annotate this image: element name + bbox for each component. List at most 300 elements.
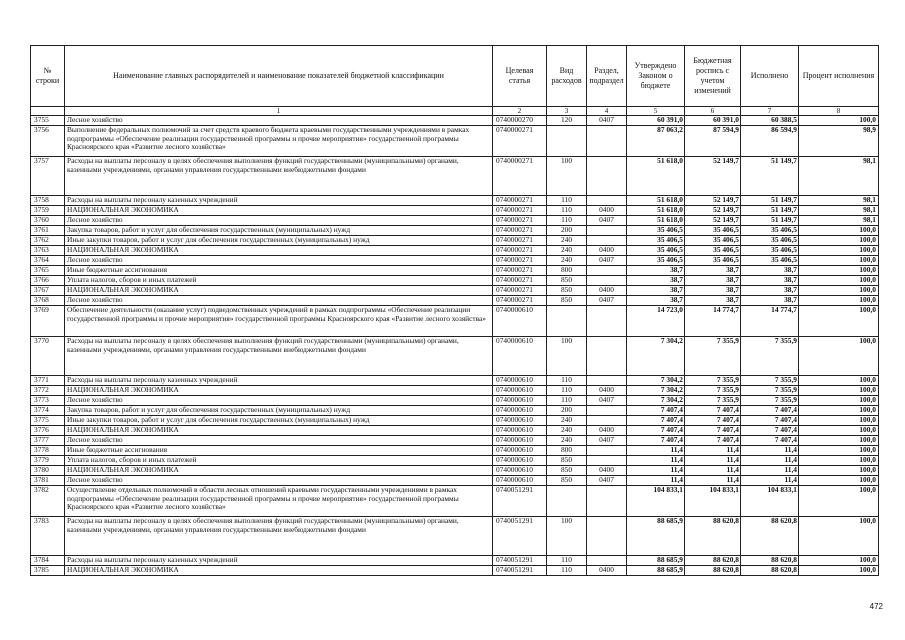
table-row	[31, 416, 879, 426]
table-row	[31, 446, 879, 456]
percent-cell: 98,1	[799, 216, 879, 226]
index-cell: 4	[587, 107, 627, 116]
table-body	[31, 116, 879, 576]
executed-amount-cell: 7 355,9	[741, 376, 799, 386]
percent-cell: 100,0	[799, 266, 879, 276]
approved-amount-cell: 11,4	[627, 476, 685, 486]
row-number-cell: 3760	[31, 216, 65, 226]
row-number-cell: 3776	[31, 426, 65, 436]
target-article-cell: 0740000610	[493, 386, 547, 396]
row-number-cell: 3757	[31, 157, 65, 196]
approved-amount-cell: 88 685,9	[627, 517, 685, 556]
row-name-cell: Осуществление отдельных полномочий в области лесных отношений краевыми государственными учреждениями в рамках подпрограммы «Обеспечение реализации государственной программы и прочие мероприятия» государственной программы Красноярского края «Развитие лесного хозяйства»	[65, 486, 493, 517]
executed-amount-cell: 11,4	[741, 456, 799, 466]
percent-cell: 100,0	[799, 476, 879, 486]
expense-type-cell: 120	[547, 116, 587, 126]
approved-amount-cell: 38,7	[627, 296, 685, 306]
executed-amount-cell: 11,4	[741, 476, 799, 486]
table-row	[31, 396, 879, 406]
approved-amount-cell: 35 406,5	[627, 246, 685, 256]
section-cell	[587, 306, 627, 337]
executed-amount-cell: 38,7	[741, 286, 799, 296]
expense-type-cell: 110	[547, 216, 587, 226]
target-article-cell: 0740000610	[493, 436, 547, 446]
approved-amount-cell: 51 618,0	[627, 206, 685, 216]
budget-list-amount-cell: 104 833,1	[685, 486, 741, 517]
executed-amount-cell: 35 406,5	[741, 226, 799, 236]
row-number-cell: 3770	[31, 337, 65, 376]
header-executed: Исполнено	[741, 46, 799, 107]
row-name-cell: Лесное хозяйство	[65, 436, 493, 446]
expense-type-cell: 800	[547, 266, 587, 276]
section-cell	[587, 416, 627, 426]
percent-cell: 98,9	[799, 126, 879, 157]
page-number: 472	[869, 602, 883, 611]
approved-amount-cell: 11,4	[627, 456, 685, 466]
row-number-cell: 3759	[31, 206, 65, 216]
target-article-cell: 0740000610	[493, 466, 547, 476]
budget-list-amount-cell: 88 620,8	[685, 556, 741, 566]
table-row	[31, 276, 879, 286]
budget-list-amount-cell: 52 149,7	[685, 196, 741, 206]
row-name-cell: Расходы на выплаты персоналу в целях обеспечения выполнения функций государственными (муниципальными) органами, казенными учреждениями, органами управления государственными внебюджетными фондами	[65, 157, 493, 196]
table-row	[31, 256, 879, 266]
table-row	[31, 426, 879, 436]
expense-type-cell: 850	[547, 466, 587, 476]
table-row	[31, 466, 879, 476]
budget-list-amount-cell: 11,4	[685, 456, 741, 466]
expense-type-cell: 110	[547, 396, 587, 406]
row-name-cell: Иные закупки товаров, работ и услуг для обеспечения государственных (муниципальных) нужд	[65, 416, 493, 426]
row-name-cell: Закупка товаров, работ и услуг для обеспечения государственных (муниципальных) нужд	[65, 406, 493, 416]
expense-type-cell: 800	[547, 446, 587, 456]
row-name-cell: Лесное хозяйство	[65, 256, 493, 266]
section-cell	[587, 276, 627, 286]
expense-type-cell: 850	[547, 456, 587, 466]
row-name-cell: Расходы на выплаты персоналу в целях обеспечения выполнения функций государственными (муниципальными) органами, казенными учреждениями, органами управления государственными внебюджетными фондами	[65, 337, 493, 376]
table-row	[31, 517, 879, 556]
table-row	[31, 157, 879, 196]
header-expense-type: Вид расходов	[547, 46, 587, 107]
section-cell	[587, 157, 627, 196]
section-cell: 0407	[587, 216, 627, 226]
target-article-cell: 0740000610	[493, 306, 547, 337]
table-row	[31, 476, 879, 486]
target-article-cell: 0740051291	[493, 566, 547, 576]
executed-amount-cell: 11,4	[741, 446, 799, 456]
budget-list-amount-cell: 88 620,8	[685, 517, 741, 556]
table-row	[31, 456, 879, 466]
percent-cell: 100,0	[799, 426, 879, 436]
approved-amount-cell: 7 304,2	[627, 337, 685, 376]
percent-cell: 100,0	[799, 566, 879, 576]
approved-amount-cell: 51 618,0	[627, 216, 685, 226]
table-row	[31, 486, 879, 517]
section-cell	[587, 226, 627, 236]
target-article-cell: 0740000610	[493, 416, 547, 426]
expense-type-cell: 240	[547, 246, 587, 256]
section-cell: 0400	[587, 426, 627, 436]
row-name-cell: НАЦИОНАЛЬНАЯ ЭКОНОМИКА	[65, 426, 493, 436]
expense-type-cell: 110	[547, 376, 587, 386]
approved-amount-cell: 87 063,2	[627, 126, 685, 157]
target-article-cell: 0740000271	[493, 246, 547, 256]
target-article-cell: 0740000271	[493, 236, 547, 246]
percent-cell: 100,0	[799, 466, 879, 476]
approved-amount-cell: 7 407,4	[627, 406, 685, 416]
section-cell	[587, 376, 627, 386]
section-cell: 0400	[587, 246, 627, 256]
approved-amount-cell: 38,7	[627, 266, 685, 276]
row-number-cell: 3761	[31, 226, 65, 236]
row-number-cell: 3758	[31, 196, 65, 206]
row-number-cell: 3762	[31, 236, 65, 246]
percent-cell: 100,0	[799, 396, 879, 406]
approved-amount-cell: 51 618,0	[627, 196, 685, 206]
approved-amount-cell: 7 407,4	[627, 426, 685, 436]
row-number-cell: 3769	[31, 306, 65, 337]
percent-cell: 100,0	[799, 236, 879, 246]
budget-report-sheet	[30, 45, 878, 576]
percent-cell: 100,0	[799, 226, 879, 236]
budget-list-amount-cell: 52 149,7	[685, 216, 741, 226]
budget-list-amount-cell: 11,4	[685, 446, 741, 456]
section-cell	[587, 486, 627, 517]
row-number-cell: 3781	[31, 476, 65, 486]
section-cell: 0400	[587, 566, 627, 576]
row-number-cell: 3783	[31, 517, 65, 556]
index-cell: 6	[685, 107, 741, 116]
percent-cell: 100,0	[799, 306, 879, 337]
target-article-cell: 0740000610	[493, 337, 547, 376]
row-number-cell: 3767	[31, 286, 65, 296]
target-article-cell: 0740051291	[493, 486, 547, 517]
row-number-cell: 3764	[31, 256, 65, 266]
percent-cell: 100,0	[799, 276, 879, 286]
row-number-cell: 3771	[31, 376, 65, 386]
target-article-cell: 0740000271	[493, 256, 547, 266]
row-number-cell: 3773	[31, 396, 65, 406]
percent-cell: 100,0	[799, 337, 879, 376]
row-name-cell: Расходы на выплаты персоналу казенных учреждений	[65, 376, 493, 386]
row-name-cell: Расходы на выплаты персоналу в целях обеспечения выполнения функций государственными (муниципальными) органами, казенными учреждениями, органами управления государственными внебюджетными фондами	[65, 517, 493, 556]
row-name-cell: НАЦИОНАЛЬНАЯ ЭКОНОМИКА	[65, 246, 493, 256]
percent-cell: 100,0	[799, 246, 879, 256]
percent-cell: 100,0	[799, 406, 879, 416]
executed-amount-cell: 7 355,9	[741, 386, 799, 396]
row-name-cell: Лесное хозяйство	[65, 396, 493, 406]
percent-cell: 98,1	[799, 157, 879, 196]
table-row	[31, 216, 879, 226]
executed-amount-cell: 51 149,7	[741, 157, 799, 196]
expense-type-cell: 850	[547, 296, 587, 306]
header-row	[31, 46, 879, 107]
section-cell	[587, 556, 627, 566]
budget-list-amount-cell: 11,4	[685, 466, 741, 476]
section-cell	[587, 337, 627, 376]
budget-list-amount-cell: 7 407,4	[685, 416, 741, 426]
approved-amount-cell: 7 304,2	[627, 386, 685, 396]
expense-type-cell: 110	[547, 566, 587, 576]
expense-type-cell: 850	[547, 286, 587, 296]
row-name-cell: Выполнение федеральных полномочий за счет средств краевого бюджета краевыми государственными учреждениями в рамках подпрограммы «Обеспечение реализации государственной программы и прочие мероприятия» государственной программы Красноярского края «Развитие лесного хозяйства»	[65, 126, 493, 157]
approved-amount-cell: 11,4	[627, 446, 685, 456]
executed-amount-cell: 35 406,5	[741, 246, 799, 256]
row-name-cell: НАЦИОНАЛЬНАЯ ЭКОНОМИКА	[65, 286, 493, 296]
expense-type-cell: 240	[547, 416, 587, 426]
row-number-cell: 3765	[31, 266, 65, 276]
percent-cell: 100,0	[799, 436, 879, 446]
row-number-cell: 3784	[31, 556, 65, 566]
row-number-cell: 3775	[31, 416, 65, 426]
target-article-cell: 0740000271	[493, 226, 547, 236]
table-row	[31, 337, 879, 376]
approved-amount-cell: 60 391,0	[627, 116, 685, 126]
row-number-cell: 3774	[31, 406, 65, 416]
percent-cell: 100,0	[799, 556, 879, 566]
target-article-cell: 0740000610	[493, 446, 547, 456]
executed-amount-cell: 7 355,9	[741, 396, 799, 406]
expense-type-cell: 110	[547, 386, 587, 396]
table-row	[31, 376, 879, 386]
section-cell	[587, 446, 627, 456]
section-cell: 0400	[587, 286, 627, 296]
section-cell	[587, 266, 627, 276]
percent-cell: 100,0	[799, 286, 879, 296]
table-row	[31, 226, 879, 236]
budget-list-amount-cell: 7 355,9	[685, 376, 741, 386]
approved-amount-cell: 7 407,4	[627, 416, 685, 426]
row-name-cell: Иные бюджетные ассигнования	[65, 446, 493, 456]
table-row	[31, 386, 879, 396]
budget-list-amount-cell: 14 774,7	[685, 306, 741, 337]
budget-list-amount-cell: 7 407,4	[685, 406, 741, 416]
table-row	[31, 566, 879, 576]
expense-type-cell: 110	[547, 196, 587, 206]
target-article-cell: 0740000271	[493, 296, 547, 306]
approved-amount-cell: 88 685,9	[627, 566, 685, 576]
approved-amount-cell: 104 833,1	[627, 486, 685, 517]
expense-type-cell	[547, 486, 587, 517]
budget-list-amount-cell: 35 406,5	[685, 226, 741, 236]
section-cell	[587, 517, 627, 556]
row-name-cell: Лесное хозяйство	[65, 476, 493, 486]
section-cell	[587, 196, 627, 206]
table-row	[31, 286, 879, 296]
row-number-cell: 3756	[31, 126, 65, 157]
approved-amount-cell: 7 304,2	[627, 396, 685, 406]
budget-list-amount-cell: 35 406,5	[685, 256, 741, 266]
row-number-cell: 3763	[31, 246, 65, 256]
percent-cell: 100,0	[799, 446, 879, 456]
executed-amount-cell: 7 355,9	[741, 337, 799, 376]
budget-list-amount-cell: 7 407,4	[685, 426, 741, 436]
percent-cell: 100,0	[799, 416, 879, 426]
target-article-cell: 0740000610	[493, 376, 547, 386]
row-number-cell: 3778	[31, 446, 65, 456]
column-index-row	[31, 107, 879, 116]
budget-list-amount-cell: 60 391,0	[685, 116, 741, 126]
target-article-cell: 0740051291	[493, 517, 547, 556]
row-name-cell: Расходы на выплаты персоналу казенных учреждений	[65, 556, 493, 566]
target-article-cell: 0740000271	[493, 126, 547, 157]
budget-list-amount-cell: 88 620,8	[685, 566, 741, 576]
section-cell: 0407	[587, 296, 627, 306]
executed-amount-cell: 11,4	[741, 466, 799, 476]
expense-type-cell: 100	[547, 337, 587, 376]
table-row	[31, 246, 879, 256]
executed-amount-cell: 38,7	[741, 276, 799, 286]
approved-amount-cell: 88 685,9	[627, 556, 685, 566]
percent-cell: 100,0	[799, 486, 879, 517]
table-row	[31, 556, 879, 566]
budget-list-amount-cell: 38,7	[685, 266, 741, 276]
table-row	[31, 306, 879, 337]
percent-cell: 100,0	[799, 517, 879, 556]
row-number-cell: 3755	[31, 116, 65, 126]
budget-list-amount-cell: 35 406,5	[685, 236, 741, 246]
target-article-cell: 0740000271	[493, 286, 547, 296]
header-section: Раздел, подраздел	[587, 46, 627, 107]
executed-amount-cell: 35 406,5	[741, 236, 799, 246]
target-article-cell: 0740000271	[493, 276, 547, 286]
executed-amount-cell: 88 620,8	[741, 566, 799, 576]
section-cell: 0407	[587, 476, 627, 486]
row-number-cell: 3779	[31, 456, 65, 466]
index-cell: 3	[547, 107, 587, 116]
index-cell	[31, 107, 65, 116]
target-article-cell: 0740000271	[493, 216, 547, 226]
row-name-cell: Иные закупки товаров, работ и услуг для обеспечения государственных (муниципальных) нужд	[65, 236, 493, 246]
row-name-cell: НАЦИОНАЛЬНАЯ ЭКОНОМИКА	[65, 466, 493, 476]
table-row	[31, 126, 879, 157]
expense-type-cell: 850	[547, 476, 587, 486]
header-row-number: № строки	[31, 46, 65, 107]
target-article-cell: 0740000610	[493, 456, 547, 466]
table-row	[31, 116, 879, 126]
executed-amount-cell: 51 149,7	[741, 196, 799, 206]
percent-cell: 98,1	[799, 196, 879, 206]
table-row	[31, 266, 879, 276]
expense-type-cell: 110	[547, 556, 587, 566]
row-number-cell: 3777	[31, 436, 65, 446]
executed-amount-cell: 104 833,1	[741, 486, 799, 517]
table-row	[31, 236, 879, 246]
executed-amount-cell: 60 388,5	[741, 116, 799, 126]
target-article-cell: 0740000610	[493, 426, 547, 436]
percent-cell: 100,0	[799, 256, 879, 266]
budget-list-amount-cell: 52 149,7	[685, 206, 741, 216]
budget-list-amount-cell: 87 594,9	[685, 126, 741, 157]
approved-amount-cell: 35 406,5	[627, 226, 685, 236]
index-cell: 5	[627, 107, 685, 116]
expense-type-cell: 110	[547, 206, 587, 216]
row-name-cell: Лесное хозяйство	[65, 116, 493, 126]
expense-type-cell: 850	[547, 276, 587, 286]
executed-amount-cell: 88 620,8	[741, 517, 799, 556]
approved-amount-cell: 51 618,0	[627, 157, 685, 196]
budget-list-amount-cell: 7 407,4	[685, 436, 741, 446]
section-cell	[587, 236, 627, 246]
row-number-cell: 3766	[31, 276, 65, 286]
section-cell: 0400	[587, 466, 627, 476]
target-article-cell: 0740000610	[493, 396, 547, 406]
executed-amount-cell: 38,7	[741, 266, 799, 276]
approved-amount-cell: 7 407,4	[627, 436, 685, 446]
budget-list-amount-cell: 7 355,9	[685, 337, 741, 376]
row-number-cell: 3772	[31, 386, 65, 396]
expense-type-cell: 240	[547, 256, 587, 266]
executed-amount-cell: 35 406,5	[741, 256, 799, 266]
executed-amount-cell: 7 407,4	[741, 436, 799, 446]
header-target-article: Целевая статья	[493, 46, 547, 107]
approved-amount-cell: 38,7	[627, 276, 685, 286]
expense-type-cell: 240	[547, 236, 587, 246]
header-approved-by-law: Утверждено Законом о бюджете	[627, 46, 685, 107]
section-cell: 0407	[587, 116, 627, 126]
section-cell: 0407	[587, 396, 627, 406]
percent-cell: 100,0	[799, 376, 879, 386]
percent-cell: 98,1	[799, 206, 879, 216]
expense-type-cell	[547, 126, 587, 157]
budget-table	[30, 45, 879, 576]
row-name-cell: Лесное хозяйство	[65, 216, 493, 226]
row-name-cell: Лесное хозяйство	[65, 296, 493, 306]
approved-amount-cell: 11,4	[627, 466, 685, 476]
index-cell: 2	[493, 107, 547, 116]
approved-amount-cell: 38,7	[627, 286, 685, 296]
row-number-cell: 3780	[31, 466, 65, 476]
budget-list-amount-cell: 52 149,7	[685, 157, 741, 196]
target-article-cell: 0740000271	[493, 157, 547, 196]
table-row	[31, 406, 879, 416]
approved-amount-cell: 7 304,2	[627, 376, 685, 386]
section-cell: 0400	[587, 386, 627, 396]
section-cell: 0407	[587, 256, 627, 266]
header-budget-list: Бюджетная роспись с учетом изменений	[685, 46, 741, 107]
budget-list-amount-cell: 11,4	[685, 476, 741, 486]
budget-list-amount-cell: 38,7	[685, 276, 741, 286]
row-name-cell: Расходы на выплаты персоналу казенных учреждений	[65, 196, 493, 206]
table-row	[31, 196, 879, 206]
section-cell: 0407	[587, 436, 627, 446]
index-cell: 8	[799, 107, 879, 116]
target-article-cell: 0740000271	[493, 206, 547, 216]
index-cell: 1	[65, 107, 493, 116]
row-name-cell: Обеспечение деятельности (оказание услуг) подведомственных учреждений в рамках подпрограммы «Обеспечение реализации государственной программы и прочие мероприятия» государственной программы Красноярского края «Развитие лесного хозяйства»	[65, 306, 493, 337]
executed-amount-cell: 7 407,4	[741, 426, 799, 436]
executed-amount-cell: 38,7	[741, 296, 799, 306]
expense-type-cell	[547, 306, 587, 337]
index-cell: 7	[741, 107, 799, 116]
approved-amount-cell: 35 406,5	[627, 256, 685, 266]
row-name-cell: НАЦИОНАЛЬНАЯ ЭКОНОМИКА	[65, 566, 493, 576]
target-article-cell: 0740000610	[493, 406, 547, 416]
row-name-cell: Закупка товаров, работ и услуг для обеспечения государственных (муниципальных) нужд	[65, 226, 493, 236]
executed-amount-cell: 51 149,7	[741, 216, 799, 226]
expense-type-cell: 240	[547, 436, 587, 446]
row-number-cell: 3782	[31, 486, 65, 517]
section-cell	[587, 126, 627, 157]
percent-cell: 100,0	[799, 116, 879, 126]
percent-cell: 100,0	[799, 386, 879, 396]
target-article-cell: 0740000271	[493, 266, 547, 276]
row-number-cell: 3768	[31, 296, 65, 306]
target-article-cell: 0740000270	[493, 116, 547, 126]
table-row	[31, 296, 879, 306]
expense-type-cell: 200	[547, 406, 587, 416]
expense-type-cell: 100	[547, 157, 587, 196]
